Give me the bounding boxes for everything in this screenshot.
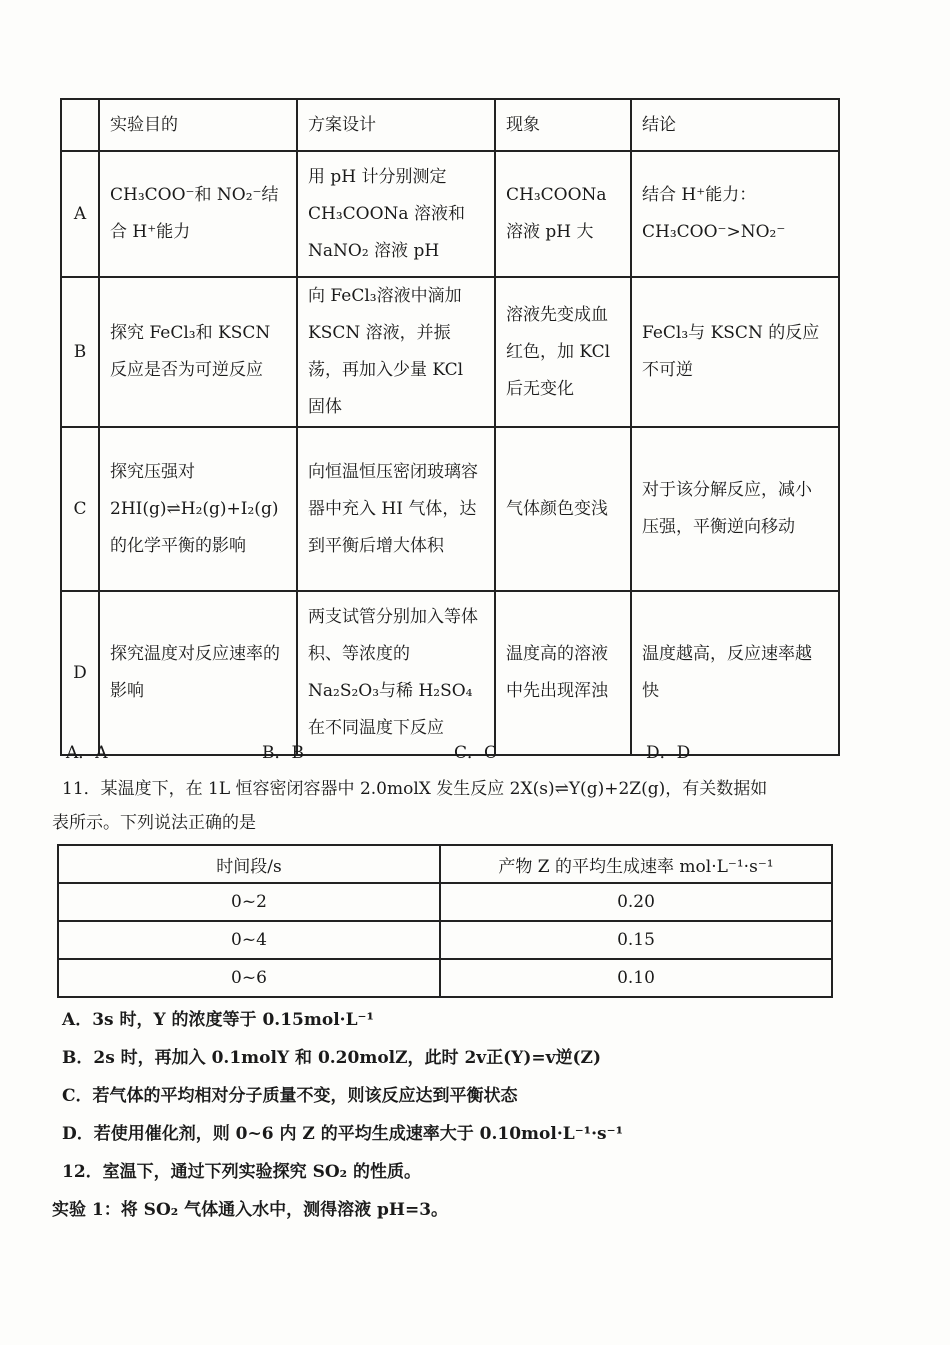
- rate-cell: 0.10: [440, 959, 832, 997]
- cell-purpose: CH₃COO⁻和 NO₂⁻结合 H⁺能力: [99, 151, 297, 277]
- option-d[interactable]: D．D: [646, 743, 691, 763]
- cell-phenomenon: 气体颜色变浅: [495, 427, 631, 591]
- option-a[interactable]: A．A: [66, 743, 108, 763]
- header-blank: [61, 99, 99, 151]
- table-row: [58, 921, 832, 959]
- option-b[interactable]: B．B: [262, 743, 304, 763]
- cell-phenomenon: CH₃COONa 溶液 pH 大: [495, 151, 631, 277]
- experiment-table: [60, 98, 840, 756]
- cell-conclusion: 温度越高，反应速率越快: [631, 591, 839, 755]
- cell-phenomenon: 溶液先变成血红色，加 KCl 后无变化: [495, 277, 631, 427]
- cell-conclusion: FeCl₃与 KSCN 的反应不可逆: [631, 277, 839, 427]
- rate-cell: 0.20: [440, 883, 832, 921]
- rate-cell: 0.15: [440, 921, 832, 959]
- q12-stem: 12．室温下，通过下列实验探究 SO₂ 的性质。: [62, 1162, 422, 1182]
- rate-header-rate: 产物 Z 的平均生成速率 mol·L⁻¹·s⁻¹: [440, 845, 832, 883]
- row-label: C: [61, 427, 99, 591]
- rate-table: [57, 844, 833, 998]
- cell-purpose: 探究 FeCl₃和 KSCN 反应是否为可逆反应: [99, 277, 297, 427]
- q11-stem-line1: 11．某温度下，在 1L 恒容密闭容器中 2.0molX 发生反应 2X(s)⇌Y(g)+2Z(g)，有关数据如: [62, 779, 768, 799]
- table-row: [61, 277, 839, 427]
- cell-purpose: 探究温度对反应速率的影响: [99, 591, 297, 755]
- cell-design: 两支试管分别加入等体积、等浓度的 Na₂S₂O₃与稀 H₂SO₄ 在不同温度下反应: [297, 591, 495, 755]
- table-row: [61, 591, 839, 755]
- cell-purpose: 探究压强对 2HI(g)⇌H₂(g)+I₂(g) 的化学平衡的影响: [99, 427, 297, 591]
- q11-choice-b[interactable]: B．2s 时，再加入 0.1molY 和 0.20molZ，此时 2v正(Y)=v逆(Z): [62, 1048, 602, 1068]
- header-purpose: 实验目的: [99, 99, 297, 151]
- q11-choice-c[interactable]: C．若气体的平均相对分子质量不变，则该反应达到平衡状态: [62, 1086, 518, 1106]
- table-row: [61, 427, 839, 591]
- header-conclusion: 结论: [631, 99, 839, 151]
- row-label: D: [61, 591, 99, 755]
- header-design: 方案设计: [297, 99, 495, 151]
- table-row: [58, 959, 832, 997]
- cell-design: 向恒温恒压密闭玻璃容器中充入 HI 气体，达到平衡后增大体积: [297, 427, 495, 591]
- header-phenomenon: 现象: [495, 99, 631, 151]
- cell-conclusion: 对于该分解反应，减小压强，平衡逆向移动: [631, 427, 839, 591]
- cell-design: 向 FeCl₃溶液中滴加 KSCN 溶液，并振荡，再加入少量 KCl 固体: [297, 277, 495, 427]
- q11-choice-a[interactable]: A．3s 时，Y 的浓度等于 0.15mol·L⁻¹: [62, 1010, 374, 1030]
- table-row: [61, 151, 839, 277]
- time-cell: 0~2: [58, 883, 440, 921]
- table-row: [58, 883, 832, 921]
- row-label: A: [61, 151, 99, 277]
- q11-stem-line2: 表所示。下列说法正确的是: [52, 813, 256, 833]
- time-cell: 0~6: [58, 959, 440, 997]
- cell-design: 用 pH 计分别测定 CH₃COONa 溶液和 NaNO₂ 溶液 pH: [297, 151, 495, 277]
- cell-conclusion: 结合 H⁺能力：CH₃COO⁻>NO₂⁻: [631, 151, 839, 277]
- row-label: B: [61, 277, 99, 427]
- option-c[interactable]: C．C: [454, 743, 498, 763]
- rate-header-time: 时间段/s: [58, 845, 440, 883]
- time-cell: 0~4: [58, 921, 440, 959]
- cell-phenomenon: 温度高的溶液中先出现浑浊: [495, 591, 631, 755]
- q12-experiment-1: 实验 1：将 SO₂ 气体通入水中，测得溶液 pH=3。: [52, 1200, 449, 1220]
- q11-choice-d[interactable]: D．若使用催化剂，则 0~6 内 Z 的平均生成速率大于 0.10mol·L⁻¹·s⁻¹: [62, 1124, 624, 1144]
